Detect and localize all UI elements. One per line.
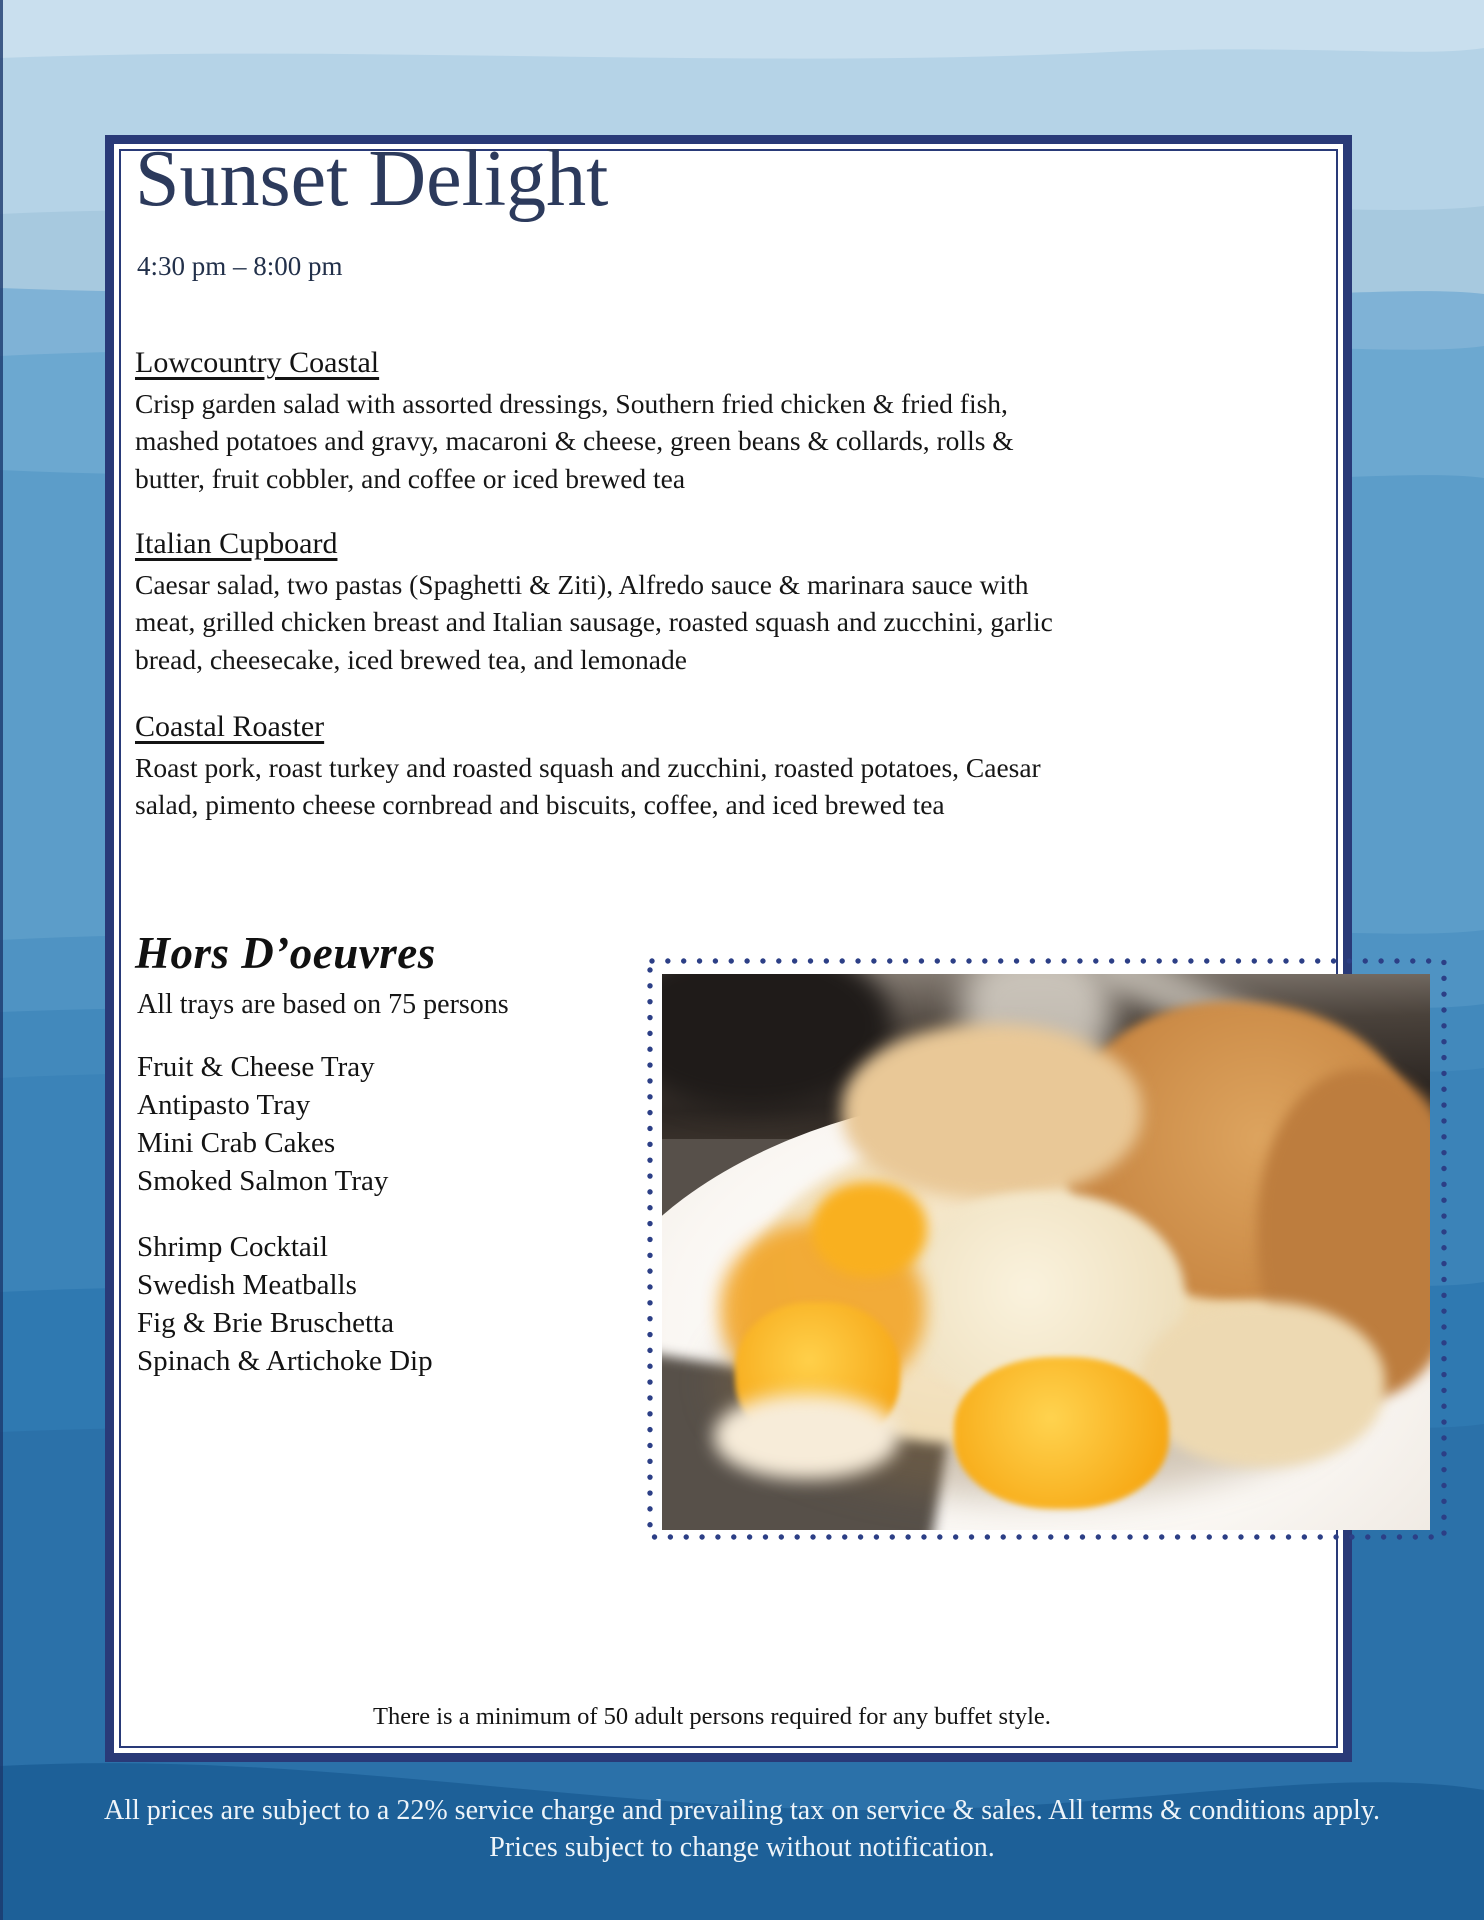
section-italian-cupboard — [135, 524, 1083, 678]
appetizer-list — [137, 1228, 433, 1380]
list-item: Smoked Salmon Tray — [137, 1165, 389, 1197]
list-item: Antipasto Tray — [137, 1089, 311, 1121]
section-coastal-roaster — [135, 707, 1083, 824]
hors-doeuvres-subtitle: All trays are based on 75 persons — [137, 989, 509, 1020]
list-item: Swedish Meatballs — [137, 1269, 357, 1301]
section-lowcountry-coastal — [135, 343, 1083, 497]
list-item: Fruit & Cheese Tray — [137, 1051, 375, 1083]
section-description: Caesar salad, two pastas (Spaghetti & Ziti), Alfredo sauce & marinara sauce with meat, grilled chicken breast and Italian sausage, roasted squash and zucchini, garlic bread, cheesecake, iced brewed tea, and lemonade — [135, 569, 1053, 675]
list-item: Mini Crab Cakes — [137, 1127, 336, 1159]
list-item: Fig & Brie Bruschetta — [137, 1307, 394, 1339]
left-edge-shadow — [0, 0, 3, 1920]
list-item: Shrimp Cocktail — [137, 1231, 328, 1263]
minimum-persons-note: There is a minimum of 50 adult persons required for any buffet style. — [373, 1703, 1051, 1730]
section-description: Crisp garden salad with assorted dressings, Southern fried chicken & fried fish, mashed potatoes and gravy, macaroni & cheese, green beans & collards, rolls & butter, fruit cobbler, and coffee or iced brewed tea — [135, 388, 1014, 494]
section-heading: Lowcountry Coastal — [135, 346, 380, 379]
footer-line1: All prices are subject to a 22% service charge and prevailing tax on service & sales. All terms & conditions apply. — [104, 1795, 1380, 1826]
list-item: Spinach & Artichoke Dip — [137, 1345, 433, 1377]
hors-doeuvres-heading: Hors D’oeuvres — [135, 928, 436, 978]
section-heading: Italian Cupboard — [135, 527, 338, 560]
dotted-photo-frame — [640, 950, 1452, 1545]
footer-disclaimer — [0, 1792, 1484, 1866]
menu-title: Sunset Delight — [135, 135, 609, 223]
footer-line2: Prices subject to change without notification. — [489, 1832, 995, 1863]
menu-hours: 4:30 pm – 8:00 pm — [137, 251, 343, 281]
section-description: Roast pork, roast turkey and roasted squash and zucchini, roasted potatoes, Caesar salad, pimento cheese cornbread and biscuits, coffee, and iced brewed tea — [135, 752, 1041, 821]
section-heading: Coastal Roaster — [135, 710, 325, 743]
tray-list — [137, 1048, 388, 1200]
